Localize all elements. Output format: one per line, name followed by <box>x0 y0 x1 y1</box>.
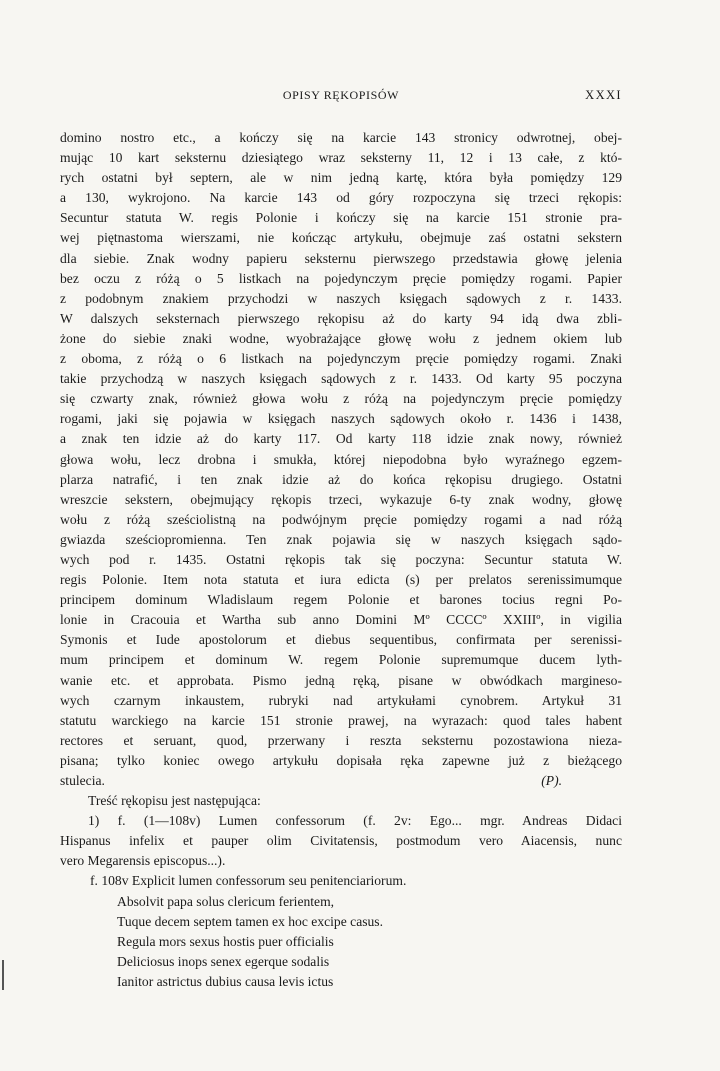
page-body <box>60 128 622 992</box>
text-line: a 130, wykrojono. Na karcie 143 od góry rozpoczyna się trzeci rękopis: <box>60 190 622 206</box>
explicit-line: f. 108v Explicit lumen confessorum seu penitenciariorum. <box>90 873 407 889</box>
item-line: vero Megarensis episcopus...). <box>60 853 226 869</box>
verse-line: Ianitor astrictus dubius causa levis ictus <box>117 973 334 989</box>
margin-mark <box>2 960 4 990</box>
verse-block <box>60 892 622 992</box>
text-line: stulecia. (P). <box>60 771 622 791</box>
page-number: XXXI <box>585 88 622 102</box>
text-line: z oboma, z różą o 6 listkach na pojedynczym pręcie pomiędzy rogami. Znaki <box>60 351 622 367</box>
text-line: pisana; tylko koniec owego artykułu dopisała ręka zapewne już z bieżącego <box>60 752 622 768</box>
text-line: Secuntur statuta W. regis Polonie i kończy się na karcie 151 stronie pra- <box>60 210 622 226</box>
text-line: z podobnym znakiem przychodzi w naszych księgach sądowych z r. 1433. <box>60 290 622 306</box>
contents-intro: Treść rękopisu jest następująca: <box>88 793 261 809</box>
running-title: OPISY RĘKOPISÓW <box>282 88 400 102</box>
text-line: wreszcie sekstern, obejmujący rękopis trzeci, wykazuje 6-ty znak wodny, głowę <box>60 491 622 507</box>
item-line: 1) f. (1—108v) Lumen confessorum (f. 2v: Ego... mgr. Andreas Didaci <box>88 813 622 829</box>
author-signature: (P). <box>541 773 562 788</box>
text-line: W dalszych seksternach pierwszego rękopisu aż do karty 94 idą dwa zbli- <box>60 310 622 326</box>
text-line: wych pod r. 1435. Ostatni rękopis tak się poczyna: Secuntur statuta W. <box>60 551 622 567</box>
text-line: mując 10 kart seksternu dziesiątego wraz seksterny 11, 12 i 13 całe, z któ- <box>60 150 622 166</box>
verse-line: Absolvit papa solus clericum ferientem, <box>117 893 335 909</box>
text-line: wej piętnastoma wierszami, nie kończąc artykułu, obejmuje zaś ostatni sekstern <box>60 230 622 246</box>
text-line: principem dominum Wladislaum regem Polonie et barones tocius regni Po- <box>60 592 622 608</box>
text-line: rych ostatni był septern, ale w nim jedną kartę, która była pomiędzy 129 <box>60 170 622 186</box>
text-line: statutu warckiego na karcie 151 stronie prawej, na wyrazach: quod tales habent <box>60 712 622 728</box>
item-line: Hispanus infelix et pauper olim Civitatensis, postmodum vero Aiacensis, nunc <box>60 833 622 849</box>
text-line: plarza natrafić, i ten znak idzie aż do końca rękopisu drugiego. Ostatni <box>60 471 622 487</box>
text-line: wołu z różą sześciolistną na podwójnym pręcie pomiędzy rogami a nad różą <box>60 511 622 527</box>
running-header <box>60 88 622 112</box>
text-line: wych czarnym inkaustem, rubryki nad artykułami cynobrem. Artykuł 31 <box>60 692 622 708</box>
text-line: dla siebie. Znak wodny papieru seksternu pierwszego przedstawia głowę jelenia <box>60 250 622 266</box>
text-line: rectores et seruant, quod, przerwany i reszta seksternu pozostawiona nieza- <box>60 732 622 748</box>
text-line: Symonis et Iude apostolorum et diebus sequentibus, confirmata per serenissi- <box>60 632 622 648</box>
text-line: gwiazda sześciopromienna. Ten znak pojawia się w naszych księgach sądo- <box>60 531 622 547</box>
text-line: takie przychodzą w naszych księgach sądowych z r. 1433. Od karty 95 poczyna <box>60 371 622 387</box>
contents-item-1 <box>60 811 622 871</box>
description-paragraph <box>60 128 622 791</box>
text-line: żone do siebie znaki wodne, wyobrażające głowę wołu z jednem okiem lub <box>60 330 622 346</box>
text-line: a znak ten idzie aż do karty 117. Od karty 118 idzie znak nowy, również <box>60 431 622 447</box>
text-line: lonie in Cracouia et Wartha sub anno Domini Mº CCCCº XXIIIº, in vigilia <box>60 612 622 628</box>
text-line: wanie etc. et approbata. Pismo jedną ręką, pisane w obwódkach margineso- <box>60 672 622 688</box>
text-line: mum principem et dominum W. regem Polonie supremumque ducem lyth- <box>60 652 622 668</box>
text-line: bez oczu z różą o 5 listkach na pojedynczym pręcie pomiędzy rogami. Papier <box>60 270 622 286</box>
text-line: się czwarty znak, również głowa wołu z różą na pojedynczym pręcie pomiędzy <box>60 391 622 407</box>
text-line: domino nostro etc., a kończy się na karcie 143 stronicy odwrotnej, obej- <box>60 130 622 145</box>
text-line: głowa wołu, lecz drobna i smukła, której niepodobna było wyraźnego egzem- <box>60 451 622 467</box>
verse-line: Regula mors sexus hostis puer officialis <box>117 933 334 949</box>
text-line: rogami, jaki się pojawia w księgach naszych sądowych około r. 1436 i 1438, <box>60 411 622 427</box>
verse-line: Tuque decem septem tamen ex hoc excipe casus. <box>117 913 384 929</box>
text-line: regis Polonie. Item nota statuta et iura edicta (s) per prelatos serenissimumque <box>60 572 622 588</box>
verse-line: Deliciosus inops senex egerque sodalis <box>117 953 330 969</box>
